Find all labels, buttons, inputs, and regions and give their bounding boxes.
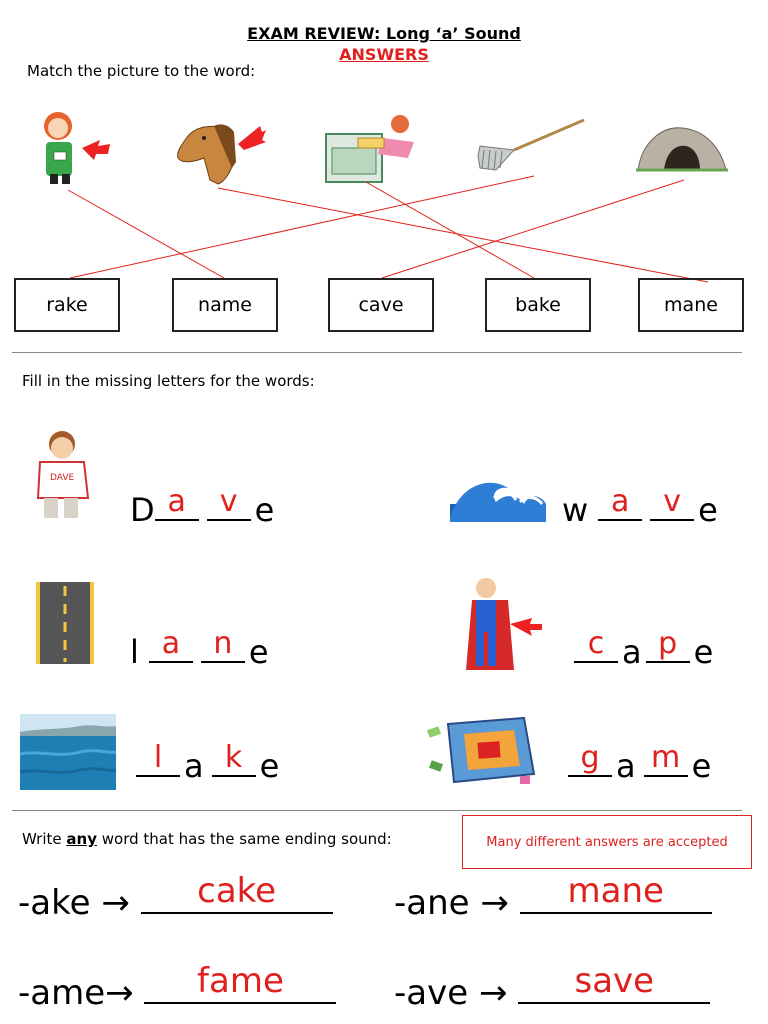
ending-ane — [394, 871, 712, 926]
fill-lake-suffix: e — [259, 747, 280, 785]
fill-dave-suffix: e — [254, 491, 275, 529]
fill-lake-blank-2[interactable]: k — [212, 745, 256, 777]
emphasis-any: any — [66, 830, 97, 848]
fill-lane — [130, 628, 269, 676]
ending-label: -ake — [18, 883, 91, 923]
word-box-mane: mane — [638, 278, 744, 332]
fill-dave-blank-2[interactable]: v — [207, 489, 251, 521]
fill-wave-blank-2[interactable]: v — [650, 489, 694, 521]
divider — [12, 352, 742, 353]
fill-lane-blank-2[interactable]: n — [201, 631, 245, 663]
ending-label: -ave — [394, 973, 469, 1013]
word-box-cave: cave — [328, 278, 434, 332]
ending-ave — [394, 961, 710, 1016]
arrow-icon: → — [105, 973, 134, 1013]
fill-cape-blank-2[interactable]: p — [646, 631, 690, 663]
fill-instruction: Fill in the missing letters for the words: — [22, 372, 315, 390]
divider — [12, 810, 742, 811]
fill-cape — [574, 628, 713, 676]
lake-icon — [20, 714, 116, 790]
fill-cape-suffix: e — [693, 633, 714, 671]
ending-label: -ane — [394, 883, 470, 923]
page-title: EXAM REVIEW: Long ‘a’ Sound — [247, 24, 521, 43]
answer-line[interactable]: fame — [144, 966, 336, 1004]
fill-cape-middle: a — [622, 633, 642, 671]
match-lines — [0, 0, 768, 300]
word-box-name: name — [172, 278, 278, 332]
match-line-name — [68, 190, 224, 278]
ending-ame — [18, 961, 336, 1016]
arrow-icon: → — [480, 883, 509, 923]
answer-line[interactable]: save — [518, 966, 710, 1004]
match-line-mane — [218, 188, 708, 282]
fill-game-blank-1[interactable]: g — [568, 745, 612, 777]
fill-lane-suffix: e — [248, 633, 269, 671]
fill-wave-blank-1[interactable]: a — [598, 489, 642, 521]
fill-game — [568, 742, 711, 790]
arrow-icon: → — [478, 973, 508, 1013]
answers-heading: ANSWERS — [339, 45, 429, 64]
cape-icon — [462, 574, 546, 674]
fill-dave-prefix: D — [130, 491, 155, 529]
wave-icon — [450, 474, 546, 522]
fill-lake-blank-1[interactable]: l — [136, 745, 180, 777]
accepted-answers-note: Many different answers are accepted — [462, 815, 752, 869]
answer-line[interactable]: mane — [520, 876, 712, 914]
fill-cape-blank-1[interactable]: c — [574, 631, 618, 663]
match-line-bake — [366, 182, 534, 278]
fill-game-middle: a — [616, 747, 636, 785]
fill-dave-blank-1[interactable]: a — [155, 489, 199, 521]
arrow-icon: → — [101, 883, 130, 923]
ending-label: -ame — [18, 973, 106, 1013]
word-box-bake: bake — [485, 278, 591, 332]
fill-lake-middle: a — [184, 747, 204, 785]
fill-game-suffix: e — [691, 747, 712, 785]
match-instruction: Match the picture to the word: — [27, 62, 256, 80]
lane-icon — [36, 582, 94, 664]
answer-line[interactable]: cake — [141, 876, 333, 914]
fill-lane-blank-1[interactable]: a — [149, 631, 193, 663]
word-box-rake: rake — [14, 278, 120, 332]
ending-instruction: Write any word that has the same ending sound: — [22, 830, 392, 848]
svg-text:DAVE: DAVE — [50, 473, 75, 483]
fill-game-blank-2[interactable]: m — [644, 745, 688, 777]
fill-wave-prefix: w — [562, 491, 589, 529]
game-icon — [424, 714, 540, 786]
fill-dave — [130, 486, 274, 534]
match-line-cave — [382, 180, 684, 278]
fill-lake — [136, 742, 279, 790]
match-line-rake — [70, 176, 534, 278]
dave-icon — [32, 428, 96, 522]
fill-wave — [562, 486, 718, 534]
fill-wave-suffix: e — [698, 491, 718, 529]
fill-lane-prefix: l — [130, 633, 139, 671]
ending-ake — [18, 871, 333, 926]
